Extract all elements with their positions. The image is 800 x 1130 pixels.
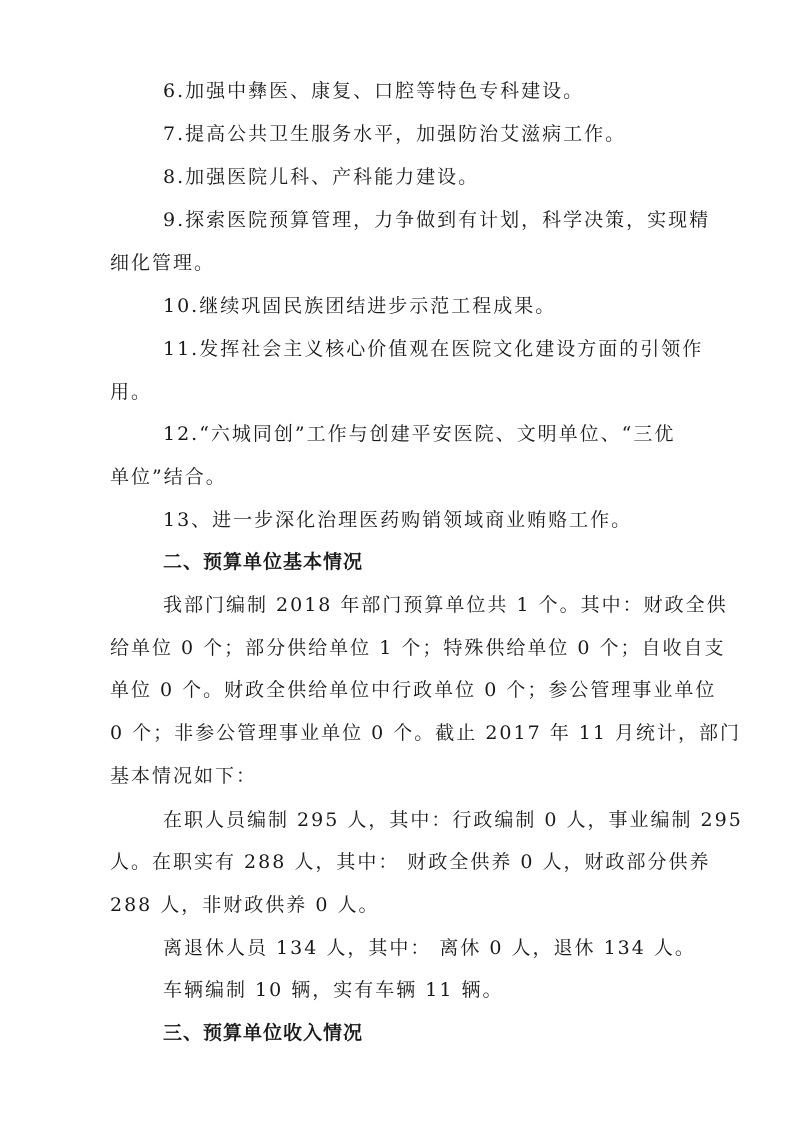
paragraph-line: 0 个；非参公管理事业单位 0 个。截止 2017 年 11 月统计，部门	[110, 722, 741, 744]
staff-line: 在职人员编制 295 人，其中：行政编制 0 人，事业编制 295	[163, 809, 743, 831]
item-10: 10.继续巩固民族团结进步示范工程成果。	[163, 295, 557, 317]
item-9: 9.探索医院预算管理，力争做到有计划，科学决策，实现精	[163, 209, 711, 231]
item-9-continued: 细化管理。	[110, 252, 216, 274]
item-6: 6.加强中彝医、康复、口腔等特色专科建设。	[163, 80, 585, 102]
paragraph-line: 单位 0 个。财政全供给单位中行政单位 0 个；参公管理事业单位	[110, 679, 717, 701]
item-12-continued: 单位”结合。	[110, 466, 227, 488]
item-8: 8.加强医院儿科、产科能力建设。	[163, 166, 480, 188]
section-heading-2: 二、预算单位基本情况	[163, 551, 364, 573]
section-heading-3: 三、预算单位收入情况	[163, 1022, 364, 1044]
paragraph-line: 给单位 0 个；部分供给单位 1 个；特殊供给单位 0 个；自收自支	[110, 637, 726, 659]
item-12: 12.“六城同创”工作与创建平安医院、文明单位、“三优	[163, 423, 676, 445]
item-11: 11.发挥社会主义核心价值观在医院文化建设方面的引领作	[163, 338, 704, 360]
staff-line: 人。在职实有 288 人，其中： 财政全供养 0 人，财政部分供养	[110, 851, 711, 873]
item-7: 7.提高公共卫生服务水平，加强防治艾滋病工作。	[163, 123, 627, 145]
staff-line: 288 人，非财政供养 0 人。	[110, 894, 380, 916]
retired-line: 离退休人员 134 人，其中： 离休 0 人，退休 134 人。	[163, 937, 696, 959]
item-13: 13、进一步深化治理医药购销领域商业贿赂工作。	[163, 509, 633, 531]
vehicle-line: 车辆编制 10 辆，实有车辆 11 辆。	[163, 979, 504, 1001]
paragraph-line: 我部门编制 2018 年部门预算单位共 1 个。其中：财政全供	[163, 594, 728, 616]
paragraph-line: 基本情况如下：	[110, 765, 258, 787]
item-11-continued: 用。	[110, 381, 153, 403]
